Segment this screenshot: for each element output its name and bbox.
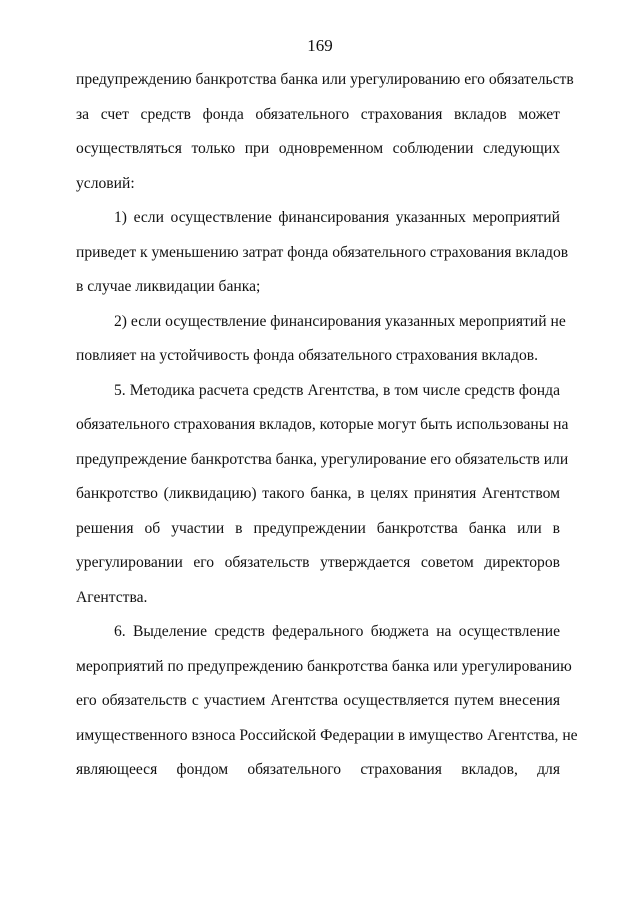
text-line: осуществляться только при одновременном соблюдении следующих: [76, 140, 560, 157]
text-line: обязательного страхования вкладов, которые могут быть использованы на: [76, 416, 569, 433]
text-line: решения об участии в предупреждении банкротства банка или в: [76, 519, 560, 537]
text-line: 2) если осуществление финансирования указанных мероприятий не: [114, 312, 566, 330]
text-line: имущественного взноса Российской Федерации в имущество Агентства, не: [76, 726, 578, 744]
text-line: банкротство (ликвидацию) такого банка, в целях принятия Агентством: [76, 485, 560, 502]
text-line: урегулировании его обязательств утверждается советом директоров: [76, 554, 560, 571]
text-line: 5. Методика расчета средств Агентства, в том числе средств фонда: [114, 381, 560, 399]
text-line: повлияет на устойчивость фонда обязательного страхования вкладов.: [76, 347, 539, 364]
paragraph-continuation: [76, 70, 574, 208]
text-line: Агентства.: [76, 588, 148, 606]
text-line: за счет средств фонда обязательного страхования вкладов может: [76, 105, 560, 123]
text-line: условий:: [76, 174, 135, 192]
list-item-1: [76, 208, 569, 312]
paragraph-point-6: [76, 622, 578, 795]
text-line: предупреждению банкротства банка или урегулированию его обязательств: [76, 71, 574, 88]
list-item-2: [76, 312, 566, 381]
text-line: в случае ликвидации банка;: [76, 278, 261, 295]
page-number: 169: [307, 36, 333, 55]
text-line: являющееся фондом обязательного страхования вкладов, для: [76, 761, 560, 778]
text-line: 6. Выделение средств федерального бюджета на осуществление: [114, 623, 560, 640]
text-line: приведет к уменьшению затрат фонда обязательного страхования вкладов: [76, 243, 569, 261]
text-line: 1) если осуществление финансирования указанных мероприятий: [114, 209, 560, 226]
text-line: мероприятий по предупреждению банкротства банка или урегулированию: [76, 657, 572, 675]
document-body: [76, 70, 578, 795]
text-line: предупреждение банкротства банка, урегулирование его обязательств или: [76, 450, 569, 468]
text-line: его обязательств с участием Агентства осуществляется путем внесения: [76, 692, 560, 709]
paragraph-point-5: [76, 381, 569, 623]
